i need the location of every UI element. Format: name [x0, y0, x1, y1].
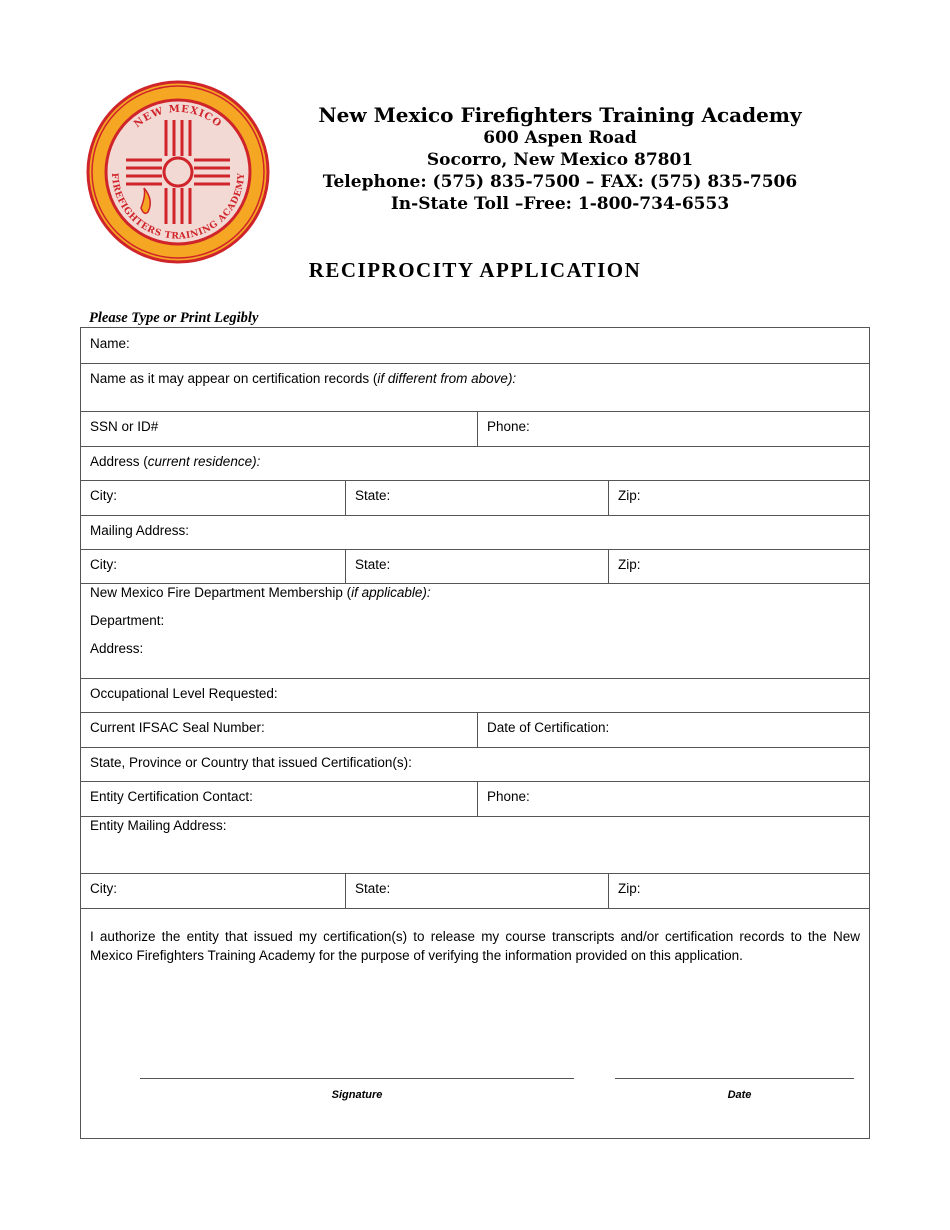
application-form: [80, 327, 870, 1139]
entity-state-field[interactable]: State:: [345, 873, 608, 908]
entity-phone-field[interactable]: Phone:: [477, 781, 870, 816]
telephone-fax: Telephone: (575) 835-7500 – FAX: (575) 835-7506: [322, 172, 798, 192]
membership-field[interactable]: [90, 585, 431, 600]
name-alt-note: if different from above):: [377, 371, 517, 386]
entity-contact-field[interactable]: Entity Certification Contact:: [90, 789, 253, 804]
authorization-statement: I authorize the entity that issued my certification(s) to release my course transcripts and/or certification records to the New Mexico Firefighters Training Academy for the purpose of verifying the information provided on this application.: [90, 929, 860, 963]
signature-label: Signature: [331, 1089, 383, 1101]
membership-label: New Mexico Fire Department Membership (: [90, 585, 352, 600]
name-alt-field[interactable]: [81, 363, 870, 411]
logo-ring-text: FIREFIGHTERS TRAINING ACADEMY: [108, 172, 248, 242]
occupational-level-field[interactable]: Occupational Level Requested:: [90, 686, 278, 701]
entity-mailing-field[interactable]: Entity Mailing Address:: [90, 818, 227, 833]
entity-mailing-row[interactable]: [81, 816, 869, 874]
ifsac-row: [81, 712, 869, 748]
entity-zip-field[interactable]: Zip:: [608, 873, 870, 908]
logo-top-text: NEW MEXICO: [132, 103, 224, 131]
address-note: current residence):: [147, 454, 261, 469]
mailing-state-field[interactable]: State:: [345, 549, 608, 583]
ssn-phone-row: [81, 411, 869, 447]
date-line[interactable]: [615, 1078, 854, 1079]
name-alt-label: Name as it may appear on certification records (: [90, 371, 378, 386]
issuing-state-row[interactable]: [81, 747, 869, 782]
phone-field[interactable]: Phone:: [477, 411, 870, 446]
street-address: 600 Aspen Road: [483, 128, 637, 148]
entity-city-field[interactable]: City:: [90, 881, 117, 896]
toll-free-number: In-State Toll –Free: 1-800-734-6553: [390, 194, 730, 214]
ifsac-seal-field[interactable]: Current IFSAC Seal Number:: [90, 720, 265, 735]
print-instruction: Please Type or Print Legibly: [89, 310, 259, 326]
address-row[interactable]: [81, 446, 869, 481]
city-state-zip-row-1: [81, 480, 869, 516]
authorization-section: [81, 908, 869, 1138]
issuing-state-field[interactable]: State, Province or Country that issued Certification(s):: [90, 755, 412, 770]
city-state-zip-row-2: [81, 549, 869, 584]
date-label: Date: [727, 1089, 752, 1101]
city-field[interactable]: City:: [90, 488, 117, 503]
mailing-city-field[interactable]: City:: [90, 557, 117, 572]
membership-row[interactable]: [81, 583, 869, 679]
occupational-level-row[interactable]: [81, 678, 869, 713]
name-row[interactable]: [81, 328, 869, 364]
membership-note: if applicable):: [351, 585, 431, 600]
address-label: Address (: [90, 454, 148, 469]
form-title: RECIPROCITY APPLICATION: [308, 258, 642, 282]
ssn-field[interactable]: SSN or ID#: [90, 419, 159, 434]
address-field[interactable]: [81, 446, 870, 480]
name-alt-row[interactable]: [81, 363, 869, 412]
mailing-address-row[interactable]: [81, 515, 869, 550]
academy-seal-logo: [86, 80, 270, 264]
zip-field[interactable]: Zip:: [608, 480, 870, 515]
mailing-zip-field[interactable]: Zip:: [608, 549, 870, 583]
date-of-certification-field[interactable]: Date of Certification:: [477, 712, 870, 747]
city-state-zip: Socorro, New Mexico 87801: [426, 150, 694, 170]
city-state-zip-row-3: [81, 873, 869, 909]
department-field[interactable]: Department:: [90, 613, 165, 628]
academy-header: [300, 103, 820, 215]
entity-contact-row: [81, 781, 869, 817]
state-field[interactable]: State:: [345, 480, 608, 515]
mailing-address-field[interactable]: Mailing Address:: [90, 523, 190, 538]
department-address-field[interactable]: Address:: [90, 641, 144, 656]
signature-line[interactable]: [140, 1078, 574, 1079]
organization-name: New Mexico Firefighters Training Academy: [318, 103, 802, 127]
name-field[interactable]: Name:: [90, 336, 130, 351]
